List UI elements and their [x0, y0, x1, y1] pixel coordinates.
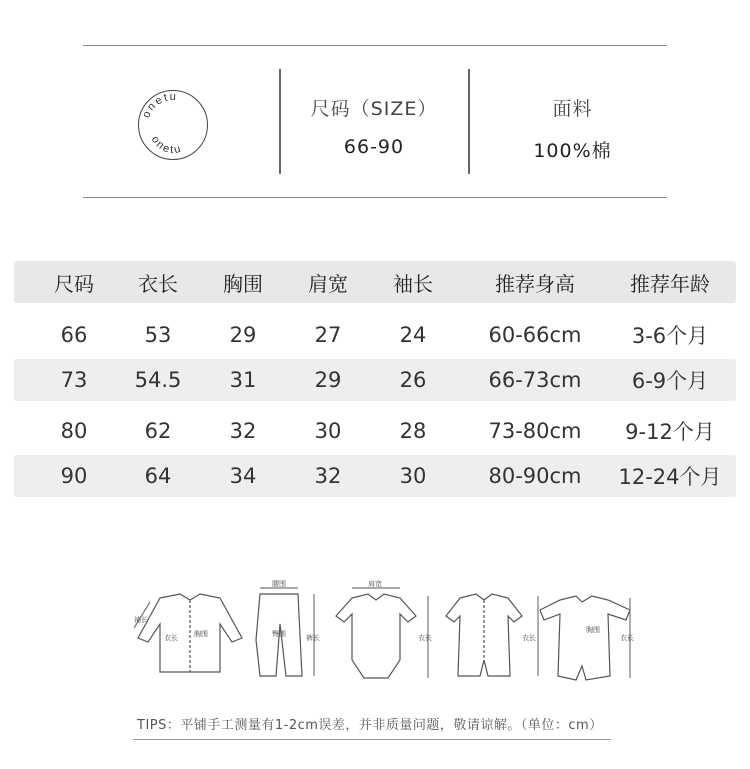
header-sleeve: 袖长	[393, 271, 433, 296]
cell-shoulder: 32	[314, 464, 342, 488]
header-length: 衣长	[138, 271, 178, 296]
cell-age: 6-9个月	[631, 369, 709, 393]
label-sleeve: 袖长	[134, 616, 148, 624]
label-pants-length: 裤长	[306, 634, 320, 642]
table-row	[14, 359, 736, 401]
label-waist: 腰围	[272, 580, 286, 588]
cell-age: 12-24个月	[618, 465, 722, 489]
cell-chest: 32	[229, 419, 257, 443]
label-length-2: 衣长	[418, 634, 432, 642]
wrap-romper-diagram	[540, 596, 630, 680]
cell-chest: 34	[229, 464, 257, 488]
cell-shoulder: 29	[314, 368, 342, 392]
label-chest-wrap: 胸围	[586, 626, 600, 634]
cell-size: 66	[60, 323, 88, 347]
material-value: 100%棉	[533, 140, 612, 162]
cell-sleeve: 24	[399, 323, 427, 347]
brand-logo	[130, 82, 216, 168]
size-table	[14, 261, 736, 497]
header-chest: 胸围	[223, 271, 263, 296]
brand-name-bottom: onetu	[148, 133, 184, 157]
size-value: 66-90	[343, 136, 405, 158]
cell-length: 64	[144, 464, 172, 488]
svg-text:onetu	[149, 134, 184, 156]
material-label: 面料	[552, 98, 593, 120]
brand-name-top: onetu	[140, 90, 178, 120]
measurement-tips: TIPS：平铺手工测量有1-2cm误差，并非质量问题，敬请谅解。（单位：cm）	[137, 718, 603, 733]
cell-size: 80	[60, 419, 88, 443]
cell-sleeve: 28	[399, 419, 427, 443]
label-hip: 臀围	[272, 630, 286, 638]
cell-length: 62	[144, 419, 172, 443]
label-length-4: 衣长	[620, 634, 634, 642]
label-length-3: 衣长	[522, 634, 536, 642]
divider-1	[279, 69, 281, 174]
cell-height: 60-66cm	[488, 323, 582, 347]
header-shoulder: 肩宽	[308, 271, 348, 296]
svg-text:onetu	[140, 91, 178, 120]
cell-shoulder: 27	[314, 323, 342, 347]
cell-chest: 29	[229, 323, 257, 347]
cell-age: 3-6个月	[631, 324, 709, 348]
cell-size: 90	[60, 464, 88, 488]
divider-2	[468, 69, 470, 174]
label-length: 衣长	[164, 634, 178, 642]
table-row	[14, 407, 736, 455]
cell-height: 73-80cm	[488, 419, 582, 443]
cardigan-diagram	[134, 594, 242, 672]
cell-shoulder: 30	[314, 419, 342, 443]
header-age: 推荐年龄	[630, 271, 710, 296]
cell-sleeve: 30	[399, 464, 427, 488]
bodysuit-diagram	[336, 588, 428, 678]
cell-length: 54.5	[134, 368, 182, 392]
cell-size: 73	[60, 368, 88, 392]
cell-height: 66-73cm	[488, 368, 582, 392]
size-label: 尺码（SIZE）	[310, 98, 438, 120]
bottom-divider	[83, 197, 667, 198]
cell-age: 9-12个月	[625, 420, 715, 444]
top-divider	[83, 45, 667, 46]
header-height: 推荐身高	[495, 271, 575, 296]
cell-chest: 31	[229, 368, 257, 392]
table-header-row	[14, 261, 736, 303]
label-shoulder: 肩宽	[368, 580, 382, 588]
label-chest: 胸围	[194, 630, 208, 638]
cell-sleeve: 26	[399, 368, 427, 392]
cell-length: 53	[144, 323, 172, 347]
measurement-diagrams	[120, 580, 640, 690]
table-row	[14, 455, 736, 497]
tips-underline	[133, 739, 611, 740]
cell-height: 80-90cm	[488, 464, 582, 488]
header-size: 尺码	[54, 271, 94, 296]
table-row	[14, 311, 736, 359]
